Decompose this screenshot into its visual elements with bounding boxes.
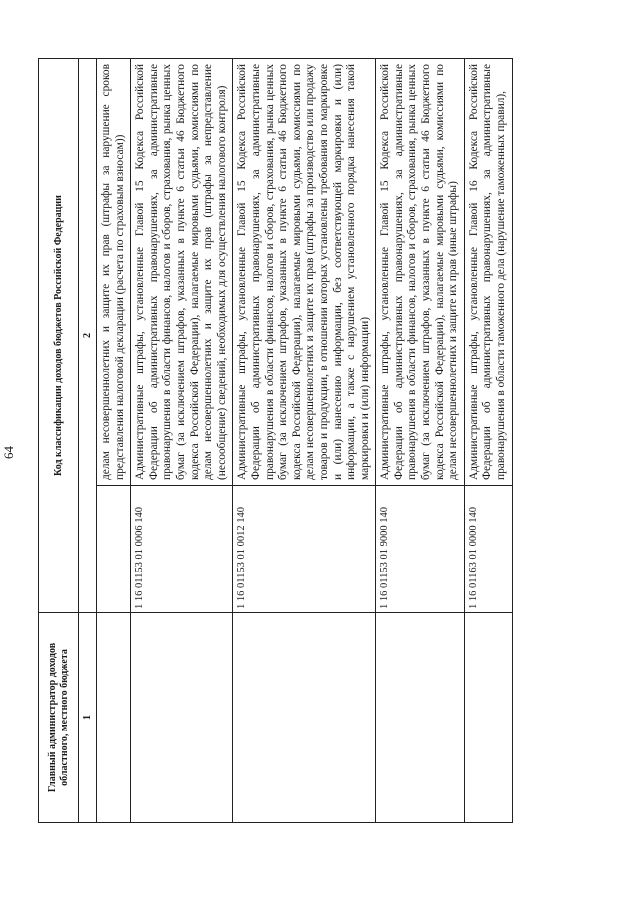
code-cell: 1 16 01153 01 0006 140 bbox=[131, 486, 233, 613]
description-cell: Административные штрафы, установленные Главой 15 Кодекса Российской Федерации об административных правонарушениях, за административные правонарушения в области финансов, налогов и сборов, страхования, рынка ценных бумаг (за исключением штрафов, указанных в пункте 6 статьи 46 Бюджетного кодекса Российской Федерации), налагаемые мировыми судьями, комиссиями по делам несовершеннолетних и защите их прав (штрафы за непредставление (несообщение) сведений, необходимых для осуществления налогового контроля) bbox=[131, 59, 233, 486]
code-cell: 1 16 01153 01 9000 140 bbox=[376, 486, 465, 613]
header-admin: Главный администратор доходов областного, местного бюджета bbox=[39, 613, 79, 823]
admin-cell bbox=[233, 613, 376, 823]
description-cell: Административные штрафы, установленные Главой 15 Кодекса Российской Федерации об административных правонарушениях, за административные правонарушения в области финансов, налогов и сборов, страхования, рынка ценных бумаг (за исключением штрафов, указанных в пункте 6 статьи 46 Бюджетного кодекса Российской Федерации), налагаемые мировыми судьями, комиссиями по делам несовершеннолетних и защите их прав (штрафы за производство или продажу товаров и продукции, в отношении которых установлены требования по маркировке и (или) нанесению информации, без соответствующей маркировки и (или) информации, а также с нарушением установленного порядка нанесения такой маркировки и (или) информации) bbox=[233, 59, 376, 486]
table-row bbox=[131, 59, 233, 823]
column-number-2: 2 bbox=[79, 59, 97, 613]
table-row bbox=[97, 59, 131, 823]
code-cell: 1 16 01153 01 0012 140 bbox=[233, 486, 376, 613]
revenue-classification-table bbox=[38, 58, 513, 823]
table-row bbox=[233, 59, 376, 823]
description-cell: Административные штрафы, установленные Главой 15 Кодекса Российской Федерации об административных правонарушениях, за административные правонарушения в области финансов, налогов и сборов, страхования, рынка ценных бумаг (за исключением штрафов, указанных в пункте 6 статьи 46 Бюджетного кодекса Российской Федерации), налагаемые мировыми судьями, комиссиями по делам несовершеннолетних и защите их прав (иные штрафы) bbox=[376, 59, 465, 486]
description-cell: делам несовершеннолетних и защите их прав (штрафы за нарушение сроков представления налоговой декларации (расчета по страховым взносам)) bbox=[97, 59, 131, 486]
description-cell: Административные штрафы, установленные Главой 16 Кодекса Российской Федерации об административных правонарушениях, за административные правонарушения в области таможенного дела (нарушение таможенных правил), bbox=[464, 59, 512, 486]
table-row bbox=[464, 59, 512, 823]
admin-cell bbox=[376, 613, 465, 823]
code-cell bbox=[97, 486, 131, 613]
code-cell: 1 16 01163 01 0000 140 bbox=[464, 486, 512, 613]
table-row bbox=[376, 59, 465, 823]
admin-cell bbox=[131, 613, 233, 823]
page-number: 64 bbox=[1, 446, 16, 459]
admin-cell bbox=[97, 613, 131, 823]
header-code-classification: Код классификации доходов бюджетов Российской Федерации bbox=[39, 59, 79, 613]
column-number-1: 1 bbox=[79, 613, 97, 823]
admin-cell bbox=[464, 613, 512, 823]
